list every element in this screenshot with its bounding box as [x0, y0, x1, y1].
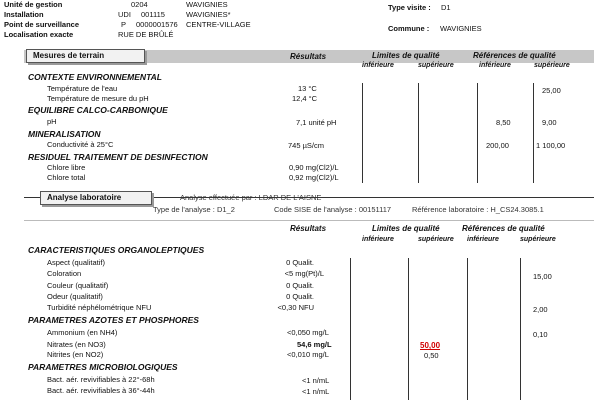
installation-type: UDI	[118, 10, 131, 19]
point-name: CENTRE-VILLAGE	[186, 20, 251, 29]
terrain-divider	[477, 83, 478, 183]
param-ref-sup: 15,00	[533, 272, 552, 281]
section-title: EQUILIBRE CALCO-CARBONIQUE	[28, 105, 168, 115]
param-result: 7,1 unité pH	[296, 118, 337, 127]
commune-label: Commune :	[388, 24, 430, 33]
point-type: P	[121, 20, 127, 29]
terrain-tab: Mesures de terrain	[26, 49, 145, 63]
param-ref-sup: 2,00	[533, 305, 548, 314]
param-ref-sup: 25,00	[542, 86, 561, 95]
param-result: <1 n/mL	[302, 376, 330, 385]
point-label: Point de surveillance	[4, 20, 80, 29]
localisation-value: RUE DE BRÛLÉ	[118, 30, 174, 39]
param-name: Chlore libre	[47, 163, 86, 172]
param-name: Nitrites (en NO2)	[47, 350, 104, 359]
param-result: <0,050 mg/L	[287, 328, 329, 337]
labo-col-ref-sup: supérieure	[520, 236, 556, 243]
installation-label: Installation	[4, 10, 44, 19]
terrain-divider	[362, 83, 363, 183]
labo-header-top	[24, 220, 594, 221]
param-ref-sup: 1 100,00	[536, 141, 566, 150]
labo-col-lim-inf: inférieure	[362, 236, 394, 243]
param-result: <0,010 mg/L	[287, 350, 329, 359]
param-result: 13 °C	[298, 84, 317, 93]
param-result: <1 n/mL	[302, 387, 330, 396]
unite-name: WAVIGNIES	[186, 0, 228, 9]
type-visite-label: Type visite :	[388, 3, 431, 12]
section-title: PARAMETRES AZOTES ET PHOSPHORES	[28, 315, 199, 325]
param-name: Température de l'eau	[47, 84, 118, 93]
param-result: <0,30 NFU	[277, 303, 314, 312]
labo-divider	[520, 258, 521, 400]
section-title: CARACTERISTIQUES ORGANOLEPTIQUES	[28, 245, 205, 255]
terrain-divider	[533, 83, 534, 183]
labo-code-sise: Code SISE de l'analyse : 00151117	[274, 205, 392, 214]
param-result: 745 µS/cm	[288, 141, 325, 150]
labo-divider	[350, 258, 351, 400]
installation-code: 001115	[141, 10, 165, 19]
param-name: Aspect (qualitatif)	[47, 258, 105, 267]
labo-col-ref-inf: inférieure	[467, 236, 499, 243]
labo-col-limites: Limites de qualité	[372, 224, 440, 233]
param-result: 0,90 mg(Cl2)/L	[289, 163, 339, 172]
param-ref-inf: 8,50	[496, 118, 511, 127]
terrain-col-limites: Limites de qualité	[372, 51, 440, 60]
param-name: Ammonium (en NH4)	[47, 328, 118, 337]
section-title: CONTEXTE ENVIRONNEMENTAL	[28, 72, 162, 82]
param-ref-sup: 9,00	[542, 118, 557, 127]
param-name: Conductivité à 25°C	[47, 140, 114, 149]
param-name: Bact. aér. revivifiables à 22°-68h	[47, 375, 155, 384]
labo-ref: Référence laboratoire : H_CS24.3085.1	[412, 205, 544, 214]
terrain-col-ref-sup: supérieure	[534, 62, 570, 69]
installation-name: WAVIGNIES*	[186, 10, 231, 19]
terrain-col-references: Références de qualité	[473, 51, 556, 60]
labo-divider	[408, 258, 409, 400]
labo-col-lim-sup: supérieure	[418, 236, 454, 243]
type-visite-value: D1	[441, 3, 451, 12]
terrain-col-lim-inf: inférieure	[362, 62, 394, 69]
terrain-col-ref-inf: inférieure	[479, 62, 511, 69]
param-result: <5 mg(Pt)/L	[284, 269, 324, 278]
point-code: 0000001576	[136, 20, 178, 29]
param-name: Couleur (qualitatif)	[47, 281, 109, 290]
param-name: Turbidité néphélométrique NFU	[47, 303, 152, 312]
section-title: RESIDUEL TRAITEMENT DE DESINFECTION	[28, 152, 208, 162]
unite-label: Unité de gestion	[4, 0, 63, 9]
param-ref-sup: 0,10	[533, 330, 548, 339]
param-name: Température de mesure du pH	[47, 94, 149, 103]
unite-code: 0204	[131, 0, 148, 9]
param-ref-inf: 200,00	[486, 141, 509, 150]
section-title: MINERALISATION	[28, 129, 101, 139]
param-name: Nitrates (en NO3)	[47, 340, 106, 349]
param-lim-sup-exceeded: 50,00	[420, 341, 441, 350]
param-name: Coloration	[47, 269, 82, 278]
param-lim-sup: 0,50	[424, 351, 439, 360]
param-name: Bact. aér. revivifiables à 36°-44h	[47, 386, 155, 395]
labo-col-resultats: Résultats	[290, 224, 327, 233]
labo-divider	[467, 258, 468, 400]
terrain-divider	[418, 83, 419, 183]
terrain-col-resultats: Résultats	[290, 52, 327, 61]
param-result: 12,4 °C	[292, 94, 318, 103]
labo-col-references: Références de qualité	[462, 224, 545, 233]
param-result: 0 Qualit.	[286, 258, 314, 267]
labo-type-analyse: Type de l'analyse : D1_2	[153, 205, 235, 214]
param-result: 0 Qualit.	[286, 281, 314, 290]
commune-value: WAVIGNIES	[440, 24, 482, 33]
localisation-label: Localisation exacte	[4, 30, 74, 39]
param-name: Odeur (qualitatif)	[47, 292, 103, 301]
labo-tab: Analyse laboratoire	[40, 191, 152, 205]
param-name: pH	[47, 117, 57, 126]
param-result: 0,92 mg(Cl2)/L	[289, 173, 339, 182]
terrain-col-lim-sup: supérieure	[418, 62, 454, 69]
param-result-exceeded: 54,6 mg/L	[297, 340, 332, 349]
param-result: 0 Qualit.	[286, 292, 314, 301]
section-title: PARAMETRES MICROBIOLOGIQUES	[28, 362, 178, 372]
param-name: Chlore total	[47, 173, 86, 182]
labo-effectuee: Analyse effectuée par : LDAR DE L'AISNE	[180, 193, 322, 202]
